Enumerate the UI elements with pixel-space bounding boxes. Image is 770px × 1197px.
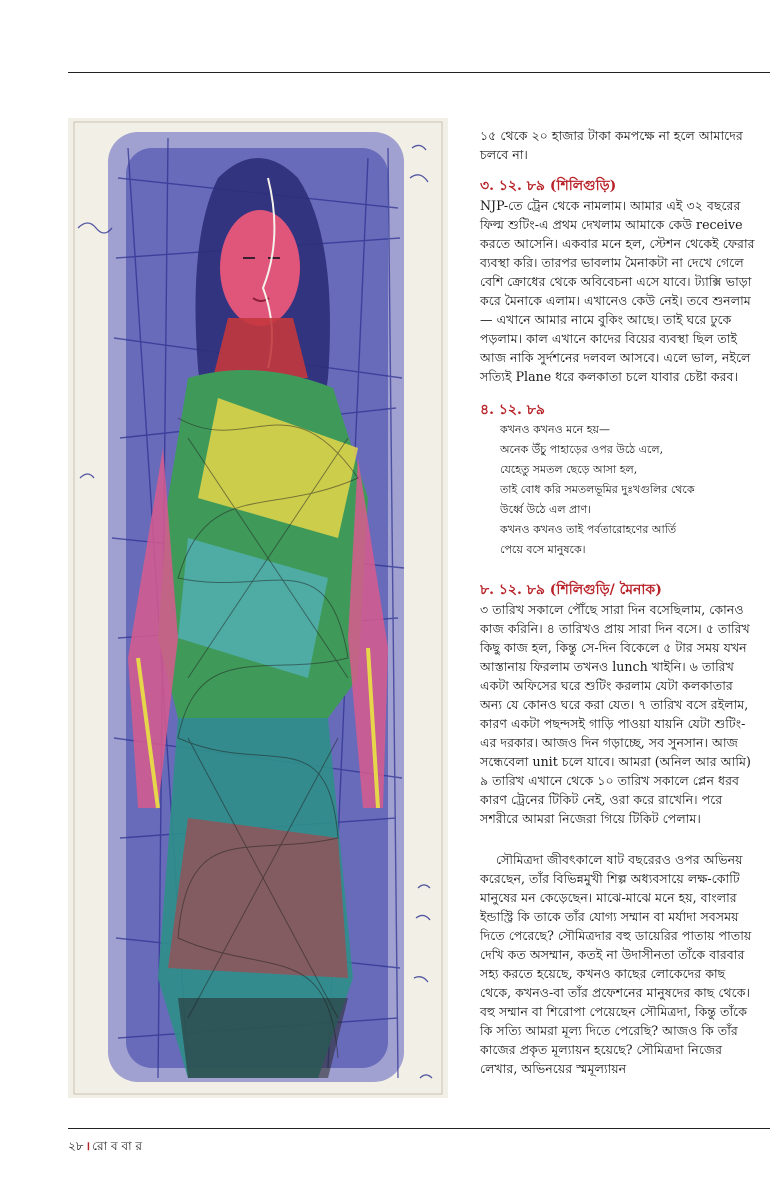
poem-line: কখনও কখনও মনে হয়— — [500, 423, 611, 436]
intro-paragraph: ১৫ থেকে ২০ হাজার টাকা কমপক্ষে না হলে আমাদের চলবে না। — [480, 128, 743, 162]
poem-line: পেয়ে বসে মানুষকে। — [500, 543, 586, 556]
sketch-artwork — [68, 118, 448, 1098]
sketch-of-standing-woman-icon — [68, 118, 448, 1098]
poem-line: কখনও কখনও তাই পর্বতারোহণের আর্তি — [500, 523, 677, 536]
poem-line: যেহেতু সমতল ছেড়ে আসা হল, — [500, 463, 638, 476]
bottom-rule — [68, 1128, 770, 1129]
diary-entry-heading-3: ৮. ১২. ৮৯ (শিলিগুড়ি/ মৈনাক) — [480, 582, 662, 598]
page-footer — [68, 1138, 142, 1154]
poem-line: উর্ধ্বে উঠে এল প্রাণ। — [500, 503, 592, 516]
essay-paragraph: সৌমিত্রদা জীবৎকালে ষাট বছরেরও ওপর অভিনয় করেছেন, তাঁর বিভিন্নমুখী শিল্প অধ্যবসায়ে লক্ষ-কোটি মানুষের মন কেড়েছেন। মাঝে-মাঝে মনে হয়, বাংলার ইন্ডাস্ট্রি কি তাকে তাঁর যোগ্য সম্মান বা মর্যাদা সবসময় দিতে পেরেছে? সৌমিত্রদার বহু ডায়েরির পাতায় পাতায় দেখি কত অসম্মান, কতই না উদাসীনতা তাঁকে বারবার সহ্য করতে হয়েছে, কখনও কাছের লোকেদের কাছ থেকে, কখনও-বা তাঁর প্রফেশনের মানুষদের কাছ থেকে। বহু সম্মান বা শিরোপা পেয়েছেন সৌমিত্রদা, কিন্তু তাঁকে কি সত্যি আমরা মূল্য দিতে পেরেছি? আজও কি তাঁর কাজের প্রকৃত মূল্যায়ন হয়েছে? সৌমিত্রদা নিজের লেখার, অভিনয়ের স্মমূল্যায়ন — [480, 852, 752, 1076]
footer-separator: । — [85, 1139, 91, 1153]
diary-entry-heading-2: ৪. ১২. ৮৯ — [480, 402, 545, 418]
diary-entry-heading-1: ৩. ১২. ৮৯ (শিলিগুড়ি) — [480, 178, 617, 194]
poem-line: অনেক উঁচু পাহাড়ের ওপর উঠে এলে, — [500, 443, 664, 456]
article-text-column — [480, 126, 758, 1078]
top-rule — [68, 72, 770, 73]
magazine-name: রো ব বা র — [92, 1139, 142, 1153]
diary-entry-body-1: NJP-তে ট্রেন থেকে নামলাম। আমার এই ৩২ বছরের ফিল্ম শুটিং-এ প্রথম দেখলাম আমাকে কেউ receive করতে আসেনি। একবার মনে হল, স্টেশন থেকেই ফেরার ব্যবস্থা করি। তারপর ভাবলাম মৈনাকটা না দেখে গেলে বেশি ক্রোধের থেকে অবিবেচনা এসে যাবে। ট্যাক্সি ভাড়া করে মৈনাকে এলাম। এখানেও কেউ নেই। তবে শুনলাম— এখানে আমার নামে বুকিং আছে। তাই ঘরে ঢুকে পড়লাম। কাল এখানে কাদের বিয়ের ব্যবস্থা ছিল তাই আজ নাকি সুর্দশনের দলবল আসবে। এলে ভাল, নইলে সত্যিই Plane ধরে কলকাতা চলে যাবার চেষ্টা করব। — [480, 198, 755, 384]
poem-line: তাই বোধ করি সমতলভূমির দুঃখগুলির থেকে — [500, 483, 695, 496]
page-number: ২৮ — [68, 1139, 84, 1153]
diary-entry-body-3: ৩ তারিখ সকালে পৌঁছে সারা দিন বসেছিলাম, কোনও কাজ করিনি। ৪ তারিখও প্রায় সারা দিন বসে। ৫ তারিখ কিছু কাজ হল, কিন্তু সে-দিন বিকেলে ৫ টার সময় যখন আস্তানায় ফিরলাম তখনও lunch খাইনি। ৬ তারিখ একটা অফিসের ঘরে শুটিং করলাম যেটা কলকাতার অন্য যে কোনও ঘরে করা যেত। ৭ তারিখ বসে রইলাম, কারণ একটা পছন্দসই গাড়ি পাওয়া যায়নি যেটা শুটিং-এর দরকার। আজও দিন গড়াচ্ছে, সব সুনসান। আজ সন্ধেবেলা unit চলে যাবে। আমরা (অনিল আর আমি) ৯ তারিখ এখানে থেকে ১০ তারিখ সকালে প্লেন ধরব কারণ ট্রেনের টিকিট নেই, ওরা করে রাখেনি। পরে সশরীরে আমরা নিজেরা গিয়ে টিকিট পেলাম। — [480, 602, 751, 826]
poem-block — [480, 420, 758, 560]
